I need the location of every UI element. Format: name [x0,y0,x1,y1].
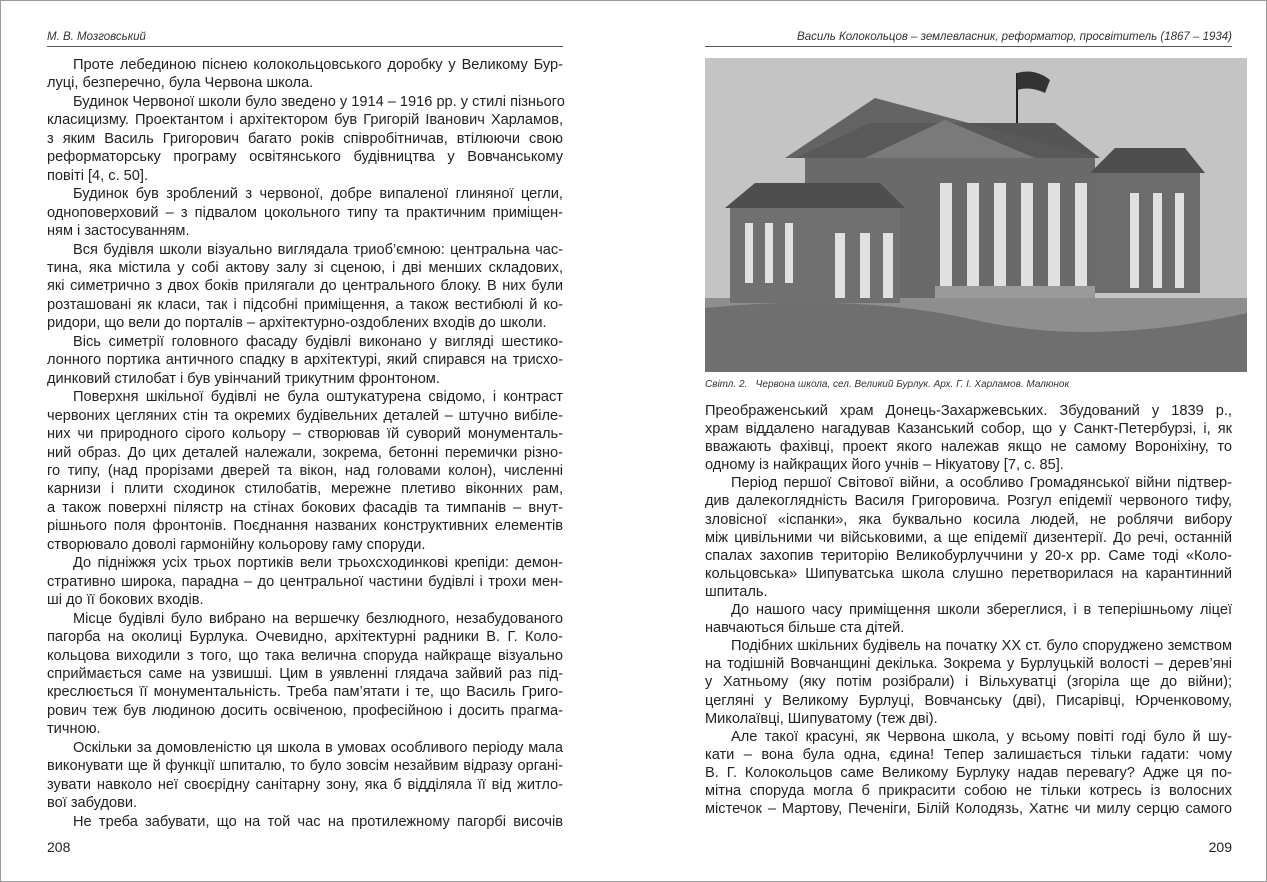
text-line: В. Г. Колокольцов саме Великому Бурлуку надав перевагу? Адже ця по- [705,764,1232,781]
text-line: ридори, що вели до порталів – архітектурно-оздоблених входів до школи. [47,315,547,332]
text-line: зловісної «іспанки», яка буквально косила людей, не роблячи вибору [705,511,1232,528]
text-line: карнизи і плити сходинок стилобатів, мережне плетиво віконних рам, [47,481,563,498]
school-drawing [705,58,1247,372]
text-line: Будинок Червоної школи було зведено у 1914 – 1916 рр. у стилі пізнього [73,93,565,110]
text-line: класицизму. Проектантом і архітектором був Григорій Іванович Харламов, [47,112,563,129]
body-text [705,402,1232,818]
paragraph [47,388,563,554]
text-line: Але такої красуні, як Червона школа, у всьому повіті годі було й шу- [731,728,1232,745]
text-line: храм віддалено нагадував Казанський собор, що у Санкт-Петербурзі, і, як [705,421,1232,438]
text-line: рішнього поля фронтонів. Поєднання названих конструктивних елементів [47,518,563,535]
text-line: повіті [4, с. 50]. [47,167,149,184]
text-line: між цивільними чи військовими, а ще епідемії дизентерії. До речі, останній [705,529,1232,546]
paragraph [47,813,563,831]
text-line: Вся будівля школи візуально виглядала триоб’ємною: центральна час- [73,241,563,258]
text-line: з яким Василь Григорович багато років співробітничав, втілюючи свою [47,130,563,147]
text-line: го типу, (над прорізами дверей та вікон, над головами колон), численні [47,462,563,479]
text-line: Не треба забувати, що на той час на протилежному пагорбі височів [73,813,563,830]
text-line: креслюється її монументальність. Треба пам’ятати і те, що Василь Григо- [47,684,563,701]
text-line: Період першої Світової війни, а особливо Громадянської війни підтвер- [731,475,1232,492]
running-head: Василь Колокольцов – землевласник, реформатор, просвітитель (1867 – 1934) [705,31,1232,47]
text-line: Миколаївці, Шипуватому (теж дві). [705,710,938,727]
text-line: стративно широка, парадна – до центральної частини будівлі і трохи мен- [47,573,563,590]
text-line: а також поверхні пілястр на стінах бокових фасадів та тимпанів – внут- [47,499,563,516]
text-line: розташовані як класи, так і підсобні приміщення, а також вестибюлі й ко- [47,296,563,313]
text-line: лонного портика античного спадку в архітектурі, який спирався на трисхо- [47,352,563,369]
text-line: Вісь симетрії головного фасаду будівлі виконано у вигляді шестико- [73,333,563,350]
text-line: сприймається саме на узвишші. Цим в уявленні глядача зайвий раз під- [47,665,563,682]
text-line: ням і застосуванням. [47,223,190,240]
paragraph [47,739,563,813]
text-line: ний образ. До цих деталей належали, зокрема, бетонні перемички різно- [47,444,563,461]
text-line: які симетрично з двох боків прилягали до центрального блоку. В них були [47,278,563,295]
text-line: рович теж був людиною досить освіченою, професійною і досить прагма- [47,702,563,719]
text-line: одному із найкращих його учнів – Нікуатову [7, с. 85]. [705,457,1064,474]
text-line: кольцова виходили з того, що така велична споруда найкраще візуально [47,647,563,664]
text-line: луці, безперечно, була Червона школа. [47,75,314,92]
text-line: них чи природного сірого кольору – створював їй суворий монументаль- [47,426,563,443]
text-line: пагорба на околиці Бурлука. Очевидно, архітектурні радники В. Г. Коло- [47,629,563,646]
text-line: тина, яка містила у собі актову залу зі сценою, і дві менших складових, [47,259,563,276]
text-line: Подібних шкільних будівель на початку XX ст. було споруджено земством [731,638,1232,655]
paragraph [47,93,563,185]
text-line: одноповерховий – з підвалом цокольного типу та практичним приміщен- [47,204,563,221]
text-line: кольцовська» Шипуватська школа слушно перетворилася на карантинний [705,565,1232,582]
paragraph [705,637,1232,727]
text-line: Проте лебединою піснею колокольцовського доробку у Великому Бур- [73,57,563,73]
paragraph [705,728,1232,818]
text-line: Оскільки за домовленістю ця школа в умовах особливого періоду мала [73,739,563,756]
text-line: До нашого часу приміщення школи збереглися, і в теперішньому ліцеї [731,602,1232,619]
figure-caption [705,379,1069,390]
text-line: Поверхня шкільної будівлі не була оштукатурена свідомо, і контраст [73,389,563,406]
paragraph [47,554,563,609]
page-number: 209 [1208,839,1232,855]
paragraph [47,333,563,388]
text-line: зувати навколо неї своєрідну санітарну зону, яка б відділяла її від житло- [47,776,563,793]
right-page [705,0,1232,882]
paragraph [705,474,1232,601]
text-line: навчаються більше ста дітей. [705,620,905,637]
paragraph [47,241,563,333]
text-line: ші до її бокових входів. [47,592,204,609]
paragraph [705,402,1232,474]
paragraph [47,56,563,93]
text-line: див далекоглядність Василя Григоровича. Розгул епідемії червоного тифу, [705,493,1232,510]
figure-caption-text: Червона школа, сел. Великий Бурлук. Арх. Г. І. Харламов. Малюнок [755,379,1070,390]
paragraph [47,610,563,739]
paragraph [47,185,563,240]
text-line: містечок – Мартову, Печеніги, Білій Колодязь, Хатнє чи милу серцю самого [705,801,1232,818]
text-line: кати – вона була одна, єдина! Тепер залишається тільки гадати: чому [705,746,1232,763]
text-line: До підніжжя усіх трьох портиків вели трьохсходинкові крепіди: демон- [73,555,563,572]
text-line: цегляні у Великому Бурлуці, Вовчанську (дві), Писарівці, Юрченковому, [705,692,1232,709]
text-line: Преображенський храм Донець-Захаржевських. Збудований у 1839 р., [705,403,1232,419]
text-line: спалах захопив територію Великобурлуччини у 20-х рр. Саме тоді «Коло- [705,547,1232,564]
text-line: у Хатньому (яку потім розібрали) і Вільхуватці (згоріла ще до війни); [705,674,1232,691]
left-page [47,0,563,882]
text-line: на тодішній Вовчанщині декілька. Зокрема у Бурлуцькій волості – дерев’яні [705,656,1232,673]
body-text [47,56,563,831]
page-number: 208 [47,839,71,855]
text-line: реформаторську програму освітянського будівництва у Вовчанському [47,149,563,166]
text-line: тичною. [47,721,101,738]
text-line: Місце будівлі було вибрано на вершечку безлюдного, незабудованого [73,610,563,627]
text-line: створювало доволі гармонійну кольорову гаму споруди. [47,536,426,553]
figure-label: Світл. 2. [705,379,748,390]
text-line: мітна споруда могла б прикрасити собою не тільки котресь із волосних [705,782,1232,799]
text-line: виконувати ще й функції шпиталю, то було зовсім незайвим відразу органі- [47,758,563,775]
paragraph [705,601,1232,637]
text-line: вважають фахівці, проект якого належав якщо не самому Вороніхіну, то [705,439,1232,456]
text-line: динковий стилобат і був увінчаний трикутним фронтоном. [47,370,440,387]
running-head: М. В. Мозговський [47,31,563,47]
school-illustration [705,58,1247,372]
text-line: червоних цегляних стін та окремих будівельних деталей – штучно вибіле- [47,407,563,424]
text-line: шпиталь. [705,583,768,600]
text-line: вої забудови. [47,795,138,812]
text-line: Будинок був зроблений з червоної, добре випаленої глиняної цегли, [73,186,563,203]
